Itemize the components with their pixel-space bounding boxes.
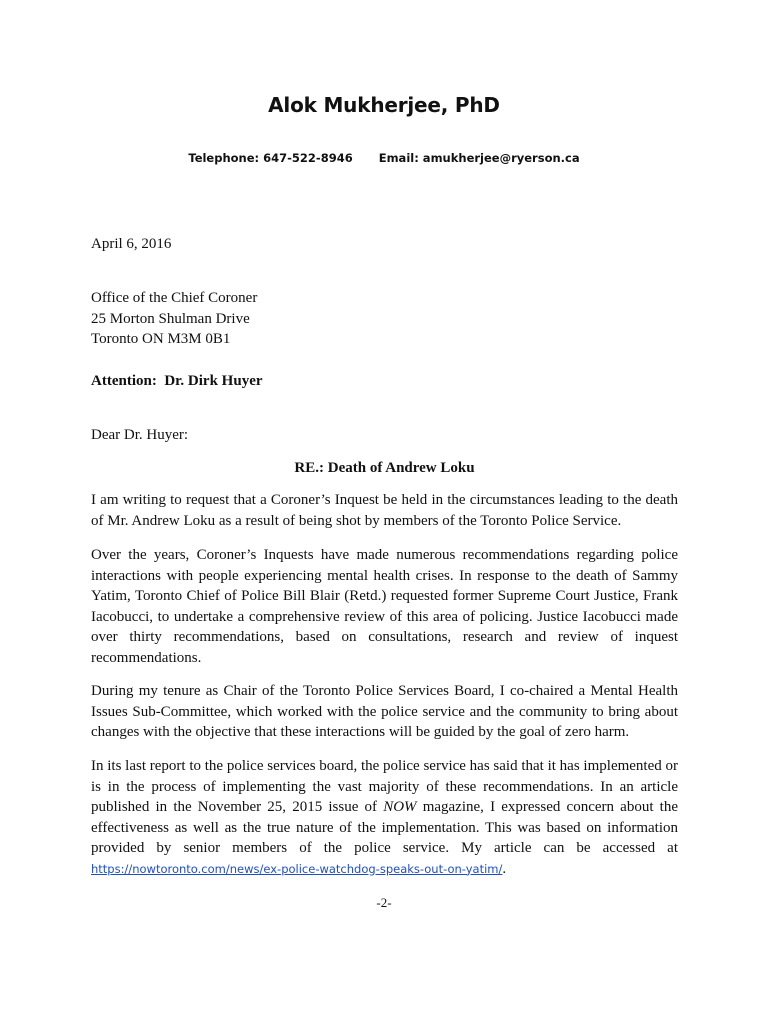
paragraph-4-end: . — [502, 860, 507, 877]
letterhead-contact — [0, 151, 768, 165]
magazine-name: NOW — [383, 799, 417, 815]
recipient-line-3: Toronto ON M3M 0B1 — [91, 331, 231, 347]
paragraph-4-text-b: magazine, I expressed concern about the effectiveness as well as the true nature of the implementation. This was based on information provided by senior members of the police service. My article can be accessed at — [91, 799, 678, 856]
email-text: Email: amukherjee@ryerson.ca — [378, 151, 580, 165]
paragraph-4-text-a: In its last report to the police services board, the police service has said that it has implemented or is in the process of implementing the vast majority of these recommendations. In an article published in the November 25, 2015 issue of — [91, 758, 678, 815]
telephone-text: Telephone: 647-522-8946 — [188, 151, 353, 165]
recipient-line-1: Office of the Chief Coroner — [91, 290, 258, 306]
paragraph-4 — [91, 756, 678, 879]
letterhead-name: Alok Mukherjee, PhD — [268, 93, 500, 117]
recipient-address — [91, 288, 678, 350]
subject-line: RE.: Death of Andrew Loku — [294, 460, 475, 476]
paragraph-3: During my tenure as Chair of the Toronto Police Services Board, I co-chaired a Mental Health Issues Sub-Committee, which worked with the police service and the community to bring about changes with the objective that these interactions will be guided by the goal of zero harm. — [91, 683, 678, 740]
recipient-line-2: 25 Morton Shulman Drive — [91, 310, 250, 327]
article-link[interactable]: https://nowtoronto.com/news/ex-police-watchdog-speaks-out-on-yatim/ — [91, 861, 503, 876]
paragraph-2: Over the years, Coroner’s Inquests have made numerous recommendations regarding police interactions with people experiencing mental health crises. In response to the death of Sammy Yatim, Toronto Chief of Police Bill Blair (Retd.) requested former Supreme Court Justice, Frank Iacobucci, to undertake a comprehensive review of this area of policing. Justice Iacobucci made over thirty recommendations, based on consultations, research and review of inquest recommendations. — [91, 547, 678, 666]
salutation: Dear Dr. Huyer: — [91, 427, 189, 443]
letter-date: April 6, 2016 — [91, 236, 172, 252]
page-number: -2- — [376, 895, 392, 910]
attention-line: Attention: Dr. Dirk Huyer — [91, 373, 263, 389]
paragraph-1: I am writing to request that a Coroner’s Inquest be held in the circumstances leading to the death of Mr. Andrew Loku as a result of being shot by members of the Toronto Police Service. — [91, 492, 678, 529]
